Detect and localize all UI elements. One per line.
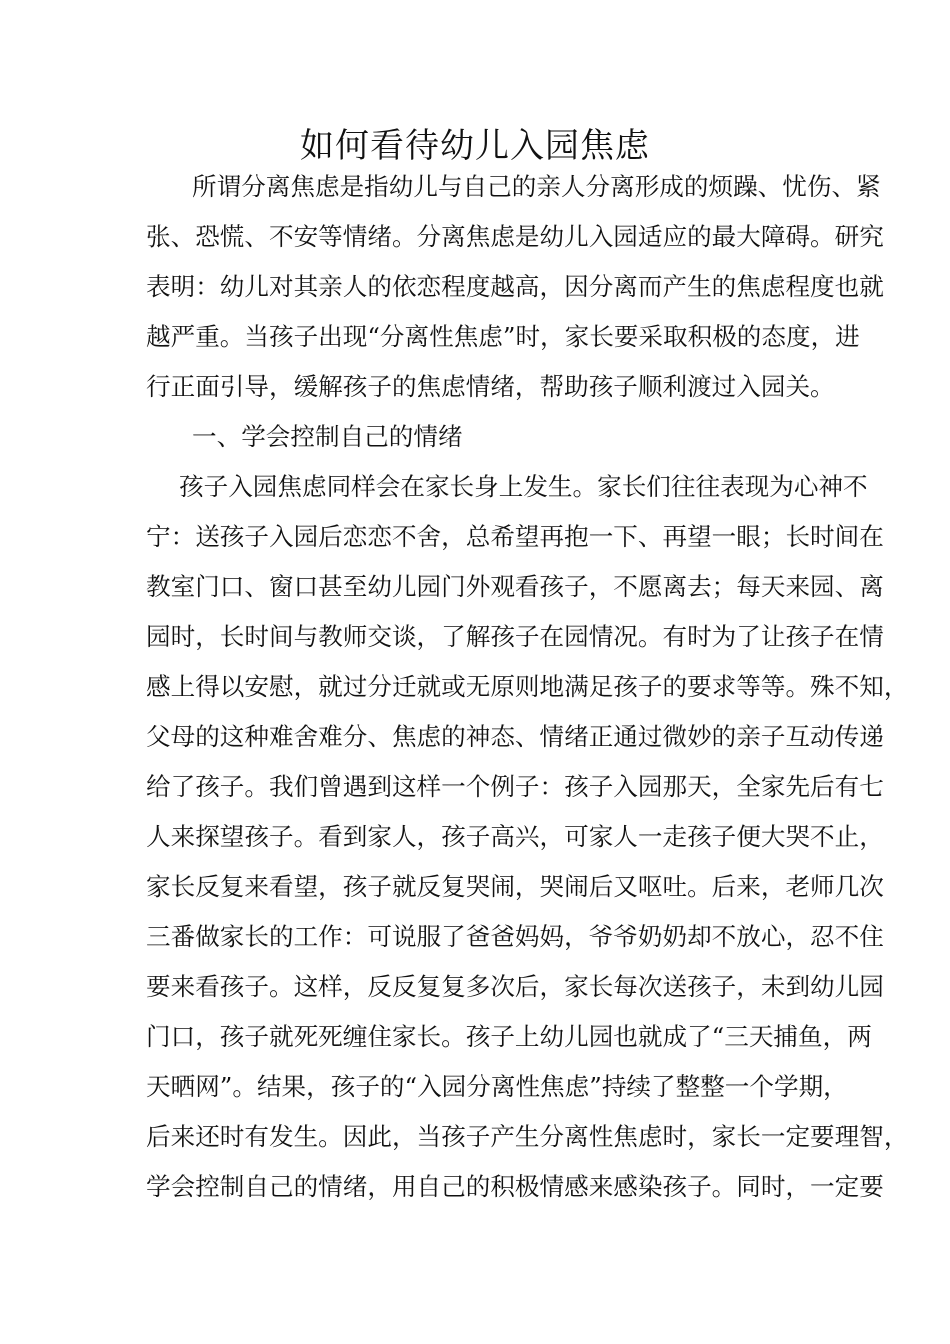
paragraph-2-line-10: 三番做家长的工作：可说服了爸爸妈妈，爷爷奶奶却不放心，忍不住 [146, 922, 884, 951]
paragraph-2-line-15: 学会控制自己的情绪，用自己的积极情感来感染孩子。同时，一定要 [146, 1172, 884, 1201]
paragraph-2-line-1: 孩子入园焦虑同样会在家长身上发生。家长们往往表现为心神不 [179, 472, 868, 501]
paragraph-2-line-11: 要来看孩子。这样，反反复复多次后，家长每次送孩子，未到幼儿园 [146, 972, 884, 1001]
paragraph-1-line-2: 张、恐慌、不安等情绪。分离焦虑是幼儿入园适应的最大障碍。研究 [146, 222, 884, 251]
paragraph-2-line-2: 宁：送孩子入园后恋恋不舍，总希望再抱一下、再望一眼；长时间在 [146, 522, 884, 551]
paragraph-2-line-8: 人来探望孩子。看到家人，孩子高兴，可家人一走孩子便大哭不止， [146, 822, 884, 851]
paragraph-2-line-3: 教室门口、窗口甚至幼儿园门外观看孩子，不愿离去；每天来园、离 [146, 572, 884, 601]
paragraph-2-line-5: 感上得以安慰，就过分迁就或无原则地满足孩子的要求等等。殊不知， [146, 672, 909, 701]
paragraph-2-line-13: 天晒网”。结果，孩子的“入园分离性焦虑”持续了整整一个学期， [146, 1072, 848, 1101]
document-body [146, 162, 909, 1212]
paragraph-2-line-7: 给了孩子。我们曾遇到这样一个例子：孩子入园那天，全家先后有七 [146, 772, 884, 801]
paragraph-1-line-3: 表明：幼儿对其亲人的依恋程度越高，因分离而产生的焦虑程度也就 [146, 272, 884, 301]
paragraph-1-line-5: 行正面引导，缓解孩子的焦虑情绪，帮助孩子顺利渡过入园关。 [146, 372, 835, 401]
paragraph-2-line-6: 父母的这种难舍难分、焦虑的神态、情绪正通过微妙的亲子互动传递 [146, 722, 884, 751]
paragraph-2-line-14: 后来还时有发生。因此，当孩子产生分离性焦虑时，家长一定要理智， [146, 1122, 909, 1151]
paragraph-2-line-4: 园时，长时间与教师交谈，了解孩子在园情况。有时为了让孩子在情 [146, 622, 884, 651]
paragraph-2-line-9: 家长反复来看望，孩子就反复哭闹，哭闹后又呕吐。后来，老师几次 [146, 872, 884, 901]
section-heading-1: 一、学会控制自己的情绪 [192, 422, 463, 451]
paragraph-2-line-12: 门口，孩子就死死缠住家长。孩子上幼儿园也就成了“三天捕鱼，两 [146, 1022, 872, 1051]
document-title: 如何看待幼儿入园焦虑 [300, 125, 650, 166]
paragraph-1-line-4: 越严重。当孩子出现“分离性焦虑”时，家长要采取积极的态度，进 [146, 322, 860, 351]
paragraph-1-line-1: 所谓分离焦虑是指幼儿与自己的亲人分离形成的烦躁、忧伤、紧 [192, 172, 881, 201]
